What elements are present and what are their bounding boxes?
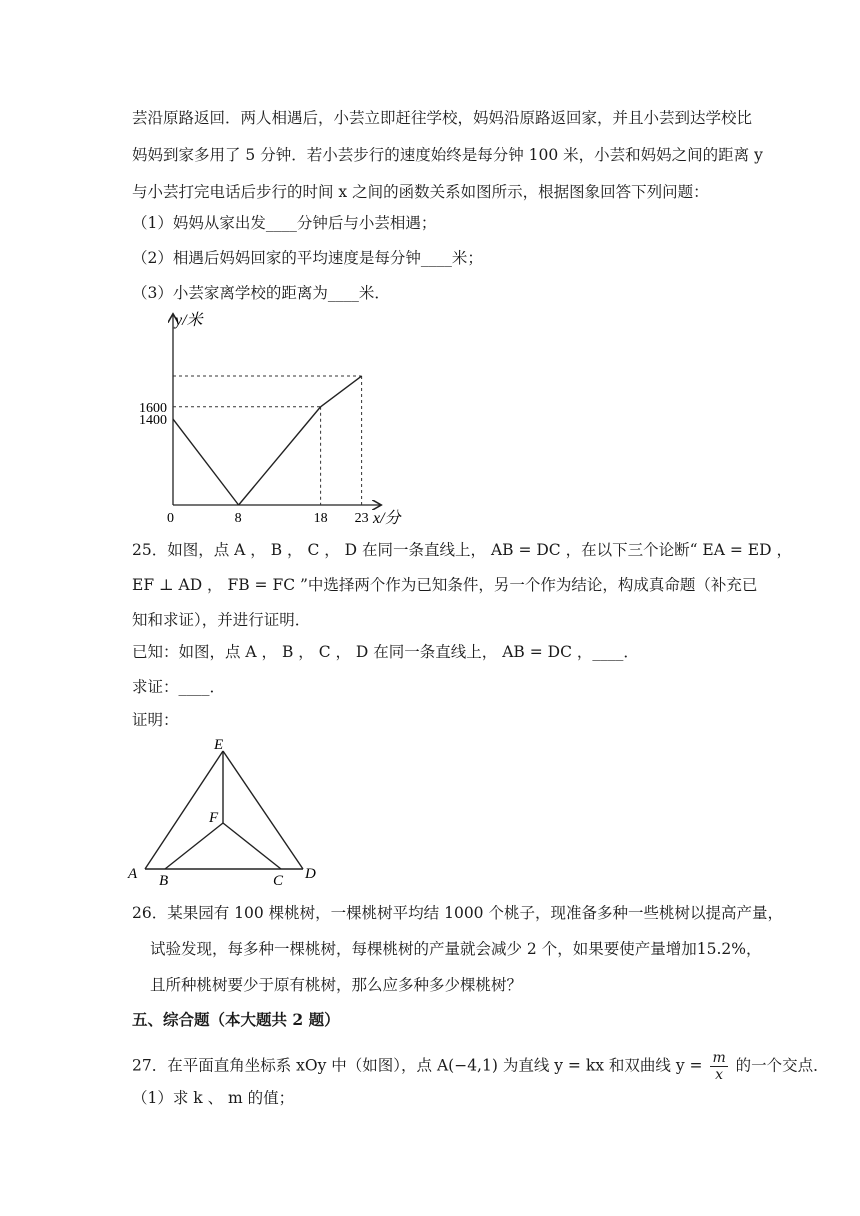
x-tick-label: 23 bbox=[354, 511, 369, 526]
x-axis-label: x/分 bbox=[373, 510, 401, 527]
origin-label: 0 bbox=[167, 511, 174, 526]
intro-line-1: 芸沿原路返回．两人相遇后，小芸立即赶往学校，妈妈沿原路返回家，并且小芸到达学校比 bbox=[132, 109, 753, 127]
q27-fraction bbox=[710, 1050, 727, 1083]
section-5-heading: 五、综合题（本大题共 2 题） bbox=[132, 1010, 340, 1029]
q26-line-2: 试验发现，每多种一棵桃树，每棵桃树的产量就会减少 2 个，如果要使产量增加15.2%， bbox=[150, 940, 762, 958]
axis-labels bbox=[139, 311, 403, 527]
y-tick-label: 1400 bbox=[139, 413, 167, 429]
segment-FC bbox=[223, 823, 281, 869]
q25-line-3: 知和求证），并进行证明． bbox=[132, 611, 311, 629]
x-tick-label: 18 bbox=[313, 511, 328, 526]
y-tick-label: 1600 bbox=[139, 400, 167, 416]
label-F: F bbox=[209, 810, 219, 826]
label-C: C bbox=[273, 873, 284, 889]
fraction-denominator: x bbox=[715, 1067, 724, 1083]
distance-time-graph bbox=[139, 305, 415, 530]
intro-line-2: 妈妈到家多用了 5 分钟．若小芸步行的速度始终是每分钟 100 米，小芸和妈妈之间的距离 y bbox=[132, 146, 763, 164]
q26-line-3: 且所种桃树要少于原有桃树，那么应多种多少棵桃树？ bbox=[150, 976, 523, 994]
y-axis-label: y/米 bbox=[175, 312, 203, 329]
segment-FB bbox=[165, 823, 223, 869]
q27-text bbox=[132, 1050, 829, 1083]
dashed-guides bbox=[173, 376, 362, 505]
series-segment bbox=[239, 407, 321, 505]
q25-prove: 求证：____． bbox=[132, 678, 226, 696]
q25-line-1: 25．如图，点 A ， B ， C ， D 在同一条直线上， AB = DC ，在以下三个论断“ EA = ED ， bbox=[132, 541, 792, 559]
question-2: （2）相遇后妈妈回家的平均速度是每分钟____米； bbox=[132, 249, 483, 267]
label-D: D bbox=[305, 866, 316, 882]
x-tick-label: 8 bbox=[234, 511, 242, 526]
fraction-numerator: m bbox=[712, 1050, 726, 1066]
triangle-figure bbox=[125, 735, 325, 889]
q25-proof: 证明： bbox=[132, 711, 179, 729]
q25-line-2: EF ⊥ AD ， FB = FC ”中选择两个作为已知条件，另一个作为结论，构成真命题（补充已 bbox=[132, 576, 758, 594]
label-A: A bbox=[128, 866, 138, 882]
q25-given: 已知：如图，点 A ， B ， C ， D 在同一条直线上， AB = DC ，____． bbox=[132, 643, 639, 661]
data-series bbox=[173, 376, 362, 505]
question-1: （1）妈妈从家出发____分钟后与小芸相遇； bbox=[132, 214, 437, 232]
label-B: B bbox=[159, 873, 169, 889]
q27-sub-1: （1）求 k 、 m 的值； bbox=[132, 1089, 295, 1107]
q27-suffix: 的一个交点． bbox=[735, 1056, 829, 1075]
series-segment bbox=[173, 419, 239, 505]
q27-prefix: 27．在平面直角坐标系 xOy 中（如图），点 A(−4,1) 为直线 y = kx 和双曲线 y = bbox=[132, 1056, 703, 1075]
intro-line-3: 与小芸打完电话后步行的时间 x 之间的函数关系如图所示，根据图象回答下列问题： bbox=[132, 183, 709, 201]
label-E: E bbox=[214, 737, 224, 753]
segment-ED bbox=[223, 751, 303, 869]
question-3: （3）小芸家离学校的距离为____米． bbox=[132, 284, 390, 302]
series-segment bbox=[321, 376, 362, 407]
q26-line-1: 26．某果园有 100 棵桃树，一棵桃树平均结 1000 个桃子，现准备多种一些桃树以提高产量， bbox=[132, 904, 783, 922]
